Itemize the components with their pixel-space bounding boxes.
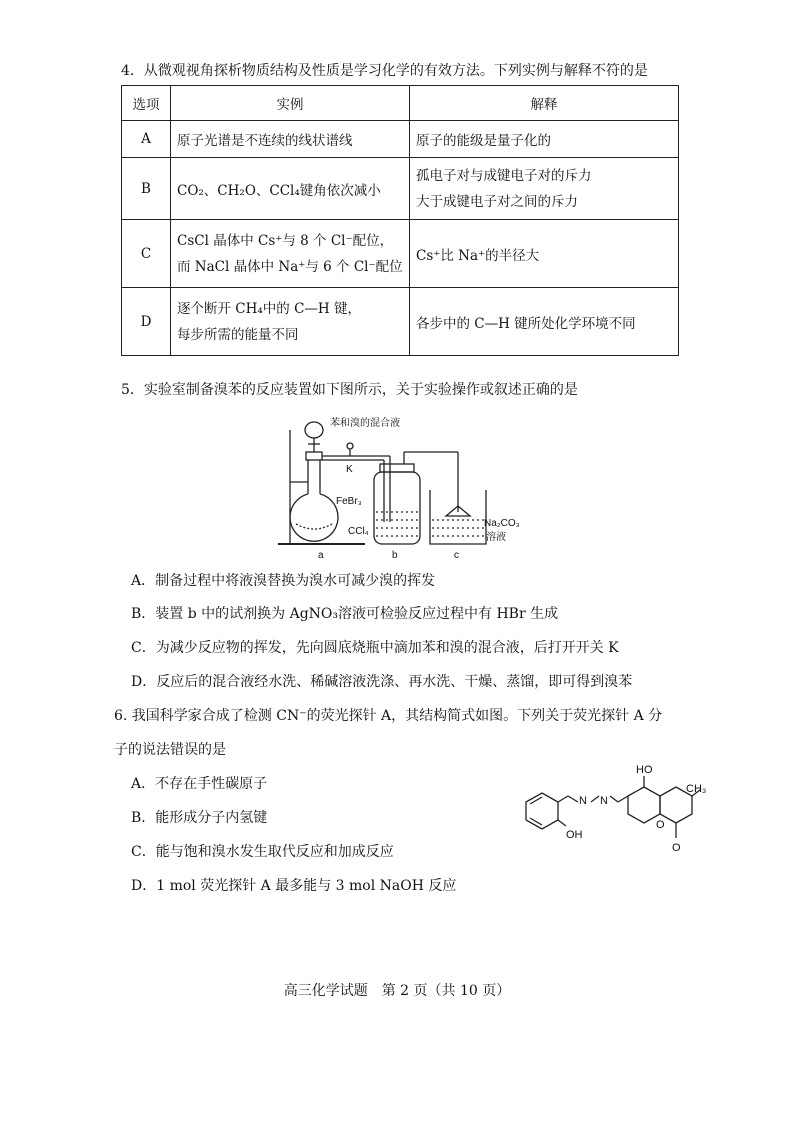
row-explanation bbox=[410, 121, 679, 158]
na2co3-label: Na₂CO₃ bbox=[484, 518, 520, 529]
linker-bond bbox=[610, 796, 618, 802]
q5-option-c: C．为减少反应物的挥发，先向圆底烧瓶中滴加苯和溴的混合液，后打开开关 K bbox=[131, 640, 619, 656]
q4-stem: 4．从微观视角探析物质结构及性质是学习化学的有效方法。下列实例与解释不符的是 bbox=[121, 63, 648, 79]
row-example bbox=[171, 158, 410, 220]
linker-bond bbox=[558, 796, 568, 802]
flask-liquid bbox=[296, 524, 332, 529]
example-line: 而 NaCl 晶体中 Na⁺与 6 个 Cl⁻配位 bbox=[177, 258, 403, 275]
q6-stem-line1: 6. 我国科学家合成了检测 CN⁻的荧光探针 A，其结构简式如图。下列关于荧光探针 A 分 bbox=[114, 708, 663, 724]
ch3-label: CH₃ bbox=[686, 783, 707, 795]
round-flask bbox=[290, 494, 338, 541]
row-option: A bbox=[122, 121, 171, 158]
example-line: 每步所需的能量不同 bbox=[177, 326, 299, 343]
q5-option-a: A．制备过程中将液溴替换为溴水可减少溴的挥发 bbox=[131, 573, 436, 589]
label-a: a bbox=[318, 550, 324, 561]
ho-label: HO bbox=[636, 764, 653, 776]
explanation-line: Cs⁺比 Na⁺的半径大 bbox=[416, 247, 540, 264]
q5-option-d: D．反应后的混合液经水洗、稀碱溶液洗涤、再水洗、干燥、蒸馏，即可得到溴苯 bbox=[131, 674, 633, 690]
row-example bbox=[171, 288, 410, 356]
febr3-label: FeBr₃ bbox=[336, 496, 362, 507]
linker-bond bbox=[568, 796, 578, 802]
header-explanation: 解释 bbox=[410, 86, 679, 121]
ring-oxygen-label: O bbox=[656, 819, 665, 831]
table-row bbox=[122, 121, 679, 158]
benzene-ring-left bbox=[526, 793, 558, 829]
n-label: N bbox=[600, 795, 608, 807]
bottle-b-stopper bbox=[380, 464, 414, 472]
bottle-b-liquid bbox=[376, 512, 418, 536]
page-footer: 高三化学试题 第 2 页（共 10 页） bbox=[283, 983, 511, 999]
example-line: CsCl 晶体中 Cs⁺与 8 个 Cl⁻配位， bbox=[177, 232, 394, 249]
ccl4-label: CCl₄ bbox=[348, 526, 369, 537]
q6-option-b: B．能形成分子内氢键 bbox=[131, 810, 268, 826]
row-option: B bbox=[122, 158, 171, 220]
table-row bbox=[122, 220, 679, 288]
oh-bond-left bbox=[558, 820, 566, 826]
q5-stem: 5．实验室制备溴苯的反应装置如下图所示，关于实验操作或叙述正确的是 bbox=[121, 382, 578, 398]
row-example bbox=[171, 220, 410, 288]
header-option: 选项 bbox=[122, 86, 171, 121]
benzene-ring-right bbox=[628, 787, 660, 823]
oh-label: OH bbox=[566, 829, 583, 841]
carbonyl-oxygen-label: O bbox=[672, 842, 681, 854]
linker-bond bbox=[591, 796, 599, 802]
row-example bbox=[171, 121, 410, 158]
apparatus-figure bbox=[270, 412, 540, 562]
row-explanation bbox=[410, 158, 679, 220]
k-label: K bbox=[346, 464, 353, 475]
explanation-line: 大于成键电子对之间的斥力 bbox=[416, 193, 578, 210]
example-line: 原子光谱是不连续的线状谱线 bbox=[177, 133, 353, 149]
table-row bbox=[122, 158, 679, 220]
beaker-c-liquid bbox=[432, 520, 484, 536]
q6-option-c: C．能与饱和溴水发生取代反应和加成反应 bbox=[131, 844, 394, 860]
n-label: N bbox=[579, 795, 587, 807]
q4-table bbox=[121, 85, 679, 356]
table-row bbox=[122, 288, 679, 356]
solution-label: 溶液 bbox=[486, 532, 506, 543]
explanation-line: 各步中的 C—H 键所处化学环境不同 bbox=[416, 315, 636, 332]
row-explanation bbox=[410, 288, 679, 356]
dropping-funnel bbox=[305, 422, 323, 438]
q5-option-b: B．装置 b 中的试剂换为 AgNO₃溶液可检验反应过程中有 HBr 生成 bbox=[131, 606, 559, 622]
structure-figure bbox=[508, 762, 708, 862]
q6-option-d: D．1 mol 荧光探针 A 最多能与 3 mol NaOH 反应 bbox=[131, 878, 457, 894]
explanation-line: 原子的能级是量子化的 bbox=[416, 133, 551, 149]
row-option: D bbox=[122, 288, 171, 356]
valve-k bbox=[347, 443, 353, 449]
label-c: c bbox=[454, 550, 459, 561]
header-example: 实例 bbox=[171, 86, 410, 121]
label-b: b bbox=[392, 550, 398, 561]
q6-stem-line2: 子的说法错误的是 bbox=[114, 742, 226, 758]
table-header-row bbox=[122, 86, 679, 121]
row-option: C bbox=[122, 220, 171, 288]
explanation-line: 孤电子对与成键电子对的斥力 bbox=[416, 167, 592, 184]
example-line: CO₂、CH₂O、CCl₄键角依次减小 bbox=[177, 182, 381, 199]
example-line: 逐个断开 CH₄中的 C—H 键， bbox=[177, 300, 361, 317]
stopper bbox=[306, 452, 322, 460]
linker-bond bbox=[618, 796, 628, 802]
q6-option-a: A．不存在手性碳原子 bbox=[131, 776, 268, 792]
bottle-b bbox=[374, 472, 420, 544]
mix-label: 苯和溴的混合液 bbox=[330, 418, 400, 429]
row-explanation bbox=[410, 220, 679, 288]
